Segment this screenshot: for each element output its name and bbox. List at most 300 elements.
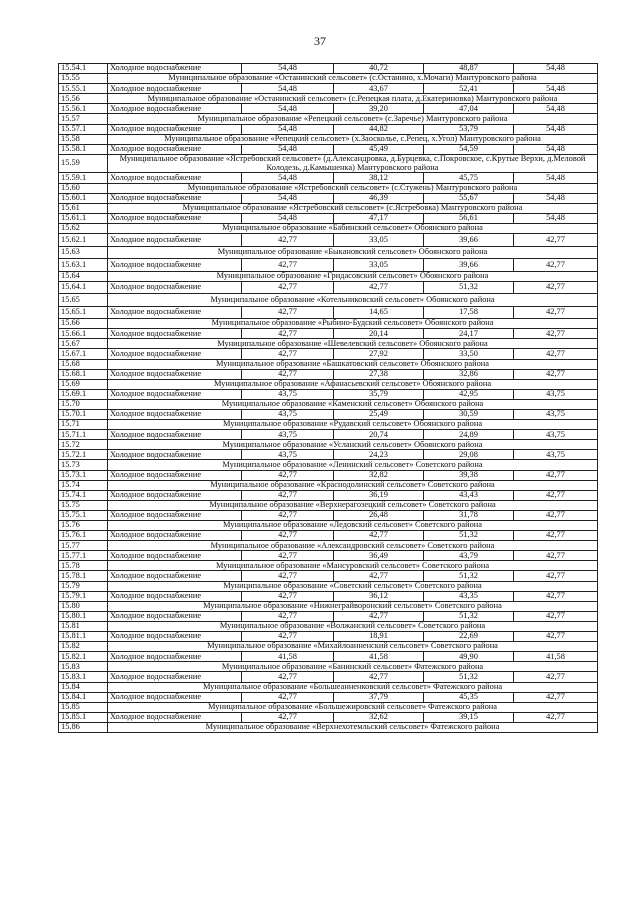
municipality-name: Муниципальное образование «Башкатовский сельсовет» Обоянского района (108, 359, 598, 369)
row-number: 15.68 (59, 359, 108, 369)
tariff-value: 42,77 (334, 611, 424, 621)
service-name: Холодное водоснабжение (108, 213, 242, 223)
tariff-value: 43,35 (424, 591, 514, 601)
tariff-value: 36,12 (334, 591, 424, 601)
tariff-value: 51,32 (424, 531, 514, 541)
tariff-value: 42,77 (514, 632, 598, 642)
tariff-value: 42,77 (514, 591, 598, 601)
tariff-value: 33,05 (334, 259, 424, 272)
tariff-value: 43,79 (424, 551, 514, 561)
tariff-value: 35,79 (334, 389, 424, 399)
service-name: Холодное водоснабжение (108, 571, 242, 581)
row-number: 15.66 (59, 319, 108, 329)
municipality-row (59, 601, 598, 611)
tariff-value: 43,75 (242, 430, 334, 440)
tariff-row (59, 450, 598, 460)
tariff-value: 14,65 (334, 306, 424, 319)
tariff-row (59, 611, 598, 621)
row-number: 15.71.1 (59, 430, 108, 440)
row-number: 15.75 (59, 500, 108, 510)
tariff-value: 54,48 (242, 84, 334, 94)
service-name: Холодное водоснабжение (108, 144, 242, 154)
tariff-value: 17,58 (424, 306, 514, 319)
row-number: 15.55.1 (59, 84, 108, 94)
tariff-value: 27,38 (334, 369, 424, 379)
tariff-value: 42,77 (242, 591, 334, 601)
row-number: 15.77.1 (59, 551, 108, 561)
tariff-row (59, 571, 598, 581)
tariff-value: 45,75 (424, 173, 514, 183)
service-name: Холодное водоснабжение (108, 430, 242, 440)
row-number: 15.70.1 (59, 409, 108, 419)
row-number: 15.84.1 (59, 692, 108, 702)
municipality-name: Муниципальное образование «Ястребовский сельсовет» (д.Александровка, д.Бурцевка, с.Покровское, с.Крутые Верхи, д.Меловой Колодезь, д.Камышенка) Мантуровского района (108, 154, 598, 173)
municipality-name: Муниципальное образование «Михайлоанненский сельсовет» Советского района (108, 642, 598, 652)
tariff-value: 42,77 (242, 672, 334, 682)
municipality-name: Муниципальное образование «Быкановский сельсовет» Обоянского района (108, 246, 598, 259)
tariff-row (59, 281, 598, 294)
tariff-value: 37,79 (334, 692, 424, 702)
municipality-row (59, 682, 598, 692)
tariff-value: 47,17 (334, 213, 424, 223)
tariff-row (59, 692, 598, 702)
tariff-row (59, 531, 598, 541)
tariff-value: 42,77 (242, 369, 334, 379)
municipality-row (59, 480, 598, 490)
tariff-value: 42,77 (514, 712, 598, 722)
tariff-value: 42,77 (514, 470, 598, 480)
row-number: 15.63.1 (59, 259, 108, 272)
tariff-value: 24,17 (424, 329, 514, 339)
municipality-name: Муниципальное образование «Верхнерагозецкий сельсовет» Советского района (108, 500, 598, 510)
municipality-row (59, 114, 598, 124)
row-number: 15.62 (59, 223, 108, 233)
tariff-value: 42,77 (242, 329, 334, 339)
tariff-row (59, 672, 598, 682)
row-number: 15.79 (59, 581, 108, 591)
tariff-row (59, 470, 598, 480)
service-name: Холодное водоснабжение (108, 531, 242, 541)
tariff-value: 43,43 (424, 490, 514, 500)
tariff-value: 39,66 (424, 259, 514, 272)
row-number: 15.69 (59, 379, 108, 389)
tariff-value: 18,91 (334, 632, 424, 642)
tariff-value: 48,87 (424, 64, 514, 74)
municipality-name: Муниципальное образование «Банинский сельсовет» Фатежского района (108, 662, 598, 672)
tariff-row (59, 64, 598, 74)
row-number: 15.83 (59, 662, 108, 672)
service-name: Холодное водоснабжение (108, 712, 242, 722)
row-number: 15.82 (59, 642, 108, 652)
municipality-row (59, 581, 598, 591)
row-number: 15.60.1 (59, 193, 108, 203)
tariff-value: 56,61 (424, 213, 514, 223)
tariff-value: 42,77 (242, 470, 334, 480)
tariff-row (59, 349, 598, 359)
tariff-value: 42,77 (514, 531, 598, 541)
municipality-row (59, 460, 598, 470)
tariff-value: 29,08 (424, 450, 514, 460)
service-name: Холодное водоснабжение (108, 234, 242, 247)
service-name: Холодное водоснабжение (108, 369, 242, 379)
municipality-name: Муниципальное образование «Волжанский сельсовет» Советского района (108, 621, 598, 631)
tariff-value: 42,77 (514, 551, 598, 561)
row-number: 15.63 (59, 246, 108, 259)
tariff-row (59, 84, 598, 94)
tariff-value: 42,77 (242, 510, 334, 520)
row-number: 15.67.1 (59, 349, 108, 359)
municipality-row (59, 662, 598, 672)
tariff-row (59, 591, 598, 601)
municipality-name: Муниципальное образование «Гридасовский сельсовет» Обоянского района (108, 271, 598, 281)
tariff-value: 39,20 (334, 104, 424, 114)
tariff-value: 42,77 (334, 531, 424, 541)
tariff-row (59, 213, 598, 223)
tariff-value: 42,77 (242, 531, 334, 541)
tariff-value: 41,58 (242, 652, 334, 662)
municipality-row (59, 561, 598, 571)
municipality-name: Муниципальное образование «Бабинский сельсовет» Обоянского района (108, 223, 598, 233)
tariff-value: 45,49 (334, 144, 424, 154)
row-number: 15.60 (59, 183, 108, 193)
row-number: 15.85 (59, 702, 108, 712)
tariff-value: 42,77 (514, 510, 598, 520)
tariff-value: 20,74 (334, 430, 424, 440)
row-number: 15.78 (59, 561, 108, 571)
tariff-value: 40,72 (334, 64, 424, 74)
tariff-value: 47,04 (424, 104, 514, 114)
service-name: Холодное водоснабжение (108, 329, 242, 339)
municipality-name: Муниципальное образование «Ленинский сельсовет» Советского района (108, 460, 598, 470)
municipality-row (59, 440, 598, 450)
municipality-name: Муниципальное образование «Верхнехотемльский сельсовет» Фатежского района (108, 722, 598, 732)
tariff-value: 54,48 (514, 193, 598, 203)
row-number: 15.58 (59, 134, 108, 144)
tariff-value: 54,48 (514, 104, 598, 114)
tariff-value: 43,75 (514, 430, 598, 440)
tariff-row (59, 490, 598, 500)
service-name: Холодное водоснабжение (108, 490, 242, 500)
municipality-row (59, 154, 598, 173)
tariff-value: 32,86 (424, 369, 514, 379)
service-name: Холодное водоснабжение (108, 259, 242, 272)
tariff-value: 51,32 (424, 571, 514, 581)
tariff-value: 43,67 (334, 84, 424, 94)
tariff-table-body (59, 64, 598, 733)
row-number: 15.61.1 (59, 213, 108, 223)
tariff-value: 42,77 (242, 306, 334, 319)
service-name: Холодное водоснабжение (108, 450, 242, 460)
tariff-value: 26,48 (334, 510, 424, 520)
service-name: Холодное водоснабжение (108, 349, 242, 359)
tariff-row (59, 632, 598, 642)
municipality-row (59, 223, 598, 233)
tariff-value: 54,48 (242, 193, 334, 203)
tariff-value: 55,67 (424, 193, 514, 203)
service-name: Холодное водоснабжение (108, 193, 242, 203)
service-name: Холодное водоснабжение (108, 389, 242, 399)
tariff-value: 51,32 (424, 281, 514, 294)
service-name: Холодное водоснабжение (108, 692, 242, 702)
service-name: Холодное водоснабжение (108, 124, 242, 134)
tariff-value: 42,77 (242, 712, 334, 722)
service-name: Холодное водоснабжение (108, 632, 242, 642)
tariff-value: 30,59 (424, 409, 514, 419)
municipality-row (59, 420, 598, 430)
tariff-row (59, 259, 598, 272)
tariff-value: 44,82 (334, 124, 424, 134)
tariff-value: 42,77 (334, 672, 424, 682)
tariff-row (59, 409, 598, 419)
tariff-value: 54,48 (242, 104, 334, 114)
tariff-row (59, 551, 598, 561)
tariff-value: 43,75 (242, 450, 334, 460)
row-number: 15.72.1 (59, 450, 108, 460)
service-name: Холодное водоснабжение (108, 611, 242, 621)
municipality-row (59, 203, 598, 213)
municipality-row (59, 379, 598, 389)
row-number: 15.69.1 (59, 389, 108, 399)
municipality-name: Муниципальное образование «Рудавский сельсовет» Обоянского района (108, 420, 598, 430)
municipality-name: Муниципальное образование «Мансуровский сельсовет» Советского района (108, 561, 598, 571)
tariff-row (59, 104, 598, 114)
municipality-row (59, 271, 598, 281)
row-number: 15.55 (59, 74, 108, 84)
service-name: Холодное водоснабжение (108, 64, 242, 74)
page-number: 37 (314, 34, 326, 48)
row-number: 15.57 (59, 114, 108, 124)
tariff-value: 43,75 (514, 450, 598, 460)
tariff-value: 42,77 (334, 571, 424, 581)
row-number: 15.71 (59, 420, 108, 430)
municipality-row (59, 319, 598, 329)
tariff-value: 54,48 (514, 124, 598, 134)
tariff-value: 24,23 (334, 450, 424, 460)
municipality-name: Муниципальное образование «Усланский сельсовет» Обоянского района (108, 440, 598, 450)
tariff-value: 54,48 (242, 124, 334, 134)
tariff-value: 42,77 (242, 551, 334, 561)
row-number: 15.79.1 (59, 591, 108, 601)
tariff-value: 42,77 (242, 490, 334, 500)
tariff-value: 42,77 (242, 281, 334, 294)
tariff-value: 32,62 (334, 712, 424, 722)
tariff-value: 53,79 (424, 124, 514, 134)
tariff-value: 54,48 (514, 64, 598, 74)
row-number: 15.58.1 (59, 144, 108, 154)
tariff-table (58, 63, 598, 733)
tariff-row (59, 124, 598, 134)
row-number: 15.72 (59, 440, 108, 450)
tariff-row (59, 430, 598, 440)
tariff-value: 46,39 (334, 193, 424, 203)
service-name: Холодное водоснабжение (108, 84, 242, 94)
row-number: 15.56.1 (59, 104, 108, 114)
service-name: Холодное водоснабжение (108, 652, 242, 662)
row-number: 15.73.1 (59, 470, 108, 480)
tariff-value: 41,58 (514, 652, 598, 662)
service-name: Холодное водоснабжение (108, 470, 242, 480)
municipality-row (59, 246, 598, 259)
row-number: 15.61 (59, 203, 108, 213)
tariff-value: 36,19 (334, 490, 424, 500)
tariff-value: 42,77 (514, 234, 598, 247)
row-number: 15.54.1 (59, 64, 108, 74)
tariff-value: 42,77 (242, 611, 334, 621)
tariff-row (59, 193, 598, 203)
row-number: 15.62.1 (59, 234, 108, 247)
tariff-value: 42,77 (514, 571, 598, 581)
tariff-value: 42,95 (424, 389, 514, 399)
tariff-value: 42,77 (242, 632, 334, 642)
service-name: Холодное водоснабжение (108, 510, 242, 520)
municipality-name: Муниципальное образование «Каменский сельсовет» Обоянского района (108, 399, 598, 409)
tariff-value: 20,14 (334, 329, 424, 339)
tariff-value: 42,77 (242, 692, 334, 702)
row-number: 15.68.1 (59, 369, 108, 379)
tariff-value: 54,48 (514, 173, 598, 183)
tariff-value: 39,15 (424, 712, 514, 722)
municipality-row (59, 521, 598, 531)
row-number: 15.56 (59, 94, 108, 104)
tariff-value: 54,48 (514, 213, 598, 223)
municipality-name: Муниципальное образование «Ястребовский сельсовет» (с.Ястребовка) Мантуровского района (108, 203, 598, 213)
municipality-name: Муниципальное образование «Советский сельсовет» Советского района (108, 581, 598, 591)
row-number: 15.66.1 (59, 329, 108, 339)
municipality-name: Муниципальное образование «Александровский сельсовет» Советского района (108, 541, 598, 551)
tariff-value: 42,77 (514, 329, 598, 339)
tariff-value: 42,77 (514, 306, 598, 319)
service-name: Холодное водоснабжение (108, 591, 242, 601)
tariff-value: 54,48 (514, 84, 598, 94)
tariff-value: 43,75 (514, 409, 598, 419)
municipality-name: Муниципальное образование «Шевелевский сельсовет» Обоянского района (108, 339, 598, 349)
tariff-row (59, 369, 598, 379)
tariff-value: 42,77 (514, 490, 598, 500)
tariff-value: 33,50 (424, 349, 514, 359)
tariff-value: 42,77 (242, 259, 334, 272)
tariff-row (59, 389, 598, 399)
service-name: Холодное водоснабжение (108, 281, 242, 294)
municipality-name: Муниципальное образование «Большеанненковский сельсовет» Фатежского района (108, 682, 598, 692)
tariff-row (59, 712, 598, 722)
row-number: 15.77 (59, 541, 108, 551)
tariff-value: 36,49 (334, 551, 424, 561)
municipality-name: Муниципальное образование «Нижнеграйворонский сельсовет» Советского района (108, 601, 598, 611)
tariff-value: 54,48 (242, 144, 334, 154)
row-number: 15.83.1 (59, 672, 108, 682)
tariff-row (59, 510, 598, 520)
municipality-row (59, 702, 598, 712)
row-number: 15.73 (59, 460, 108, 470)
row-number: 15.78.1 (59, 571, 108, 581)
tariff-value: 42,77 (514, 259, 598, 272)
tariff-value: 54,48 (242, 64, 334, 74)
tariff-value: 52,41 (424, 84, 514, 94)
row-number: 15.59 (59, 154, 108, 173)
row-number: 15.74 (59, 480, 108, 490)
row-number: 15.85.1 (59, 712, 108, 722)
service-name: Холодное водоснабжение (108, 306, 242, 319)
tariff-value: 25,49 (334, 409, 424, 419)
municipality-name: Муниципальное образование «Репецкий сельсовет» (с.Заречье) Мантуровского района (108, 114, 598, 124)
municipality-name: Муниципальное образование «Репецкий сельсовет» (х.Заосколье, с.Репец, х.Угол) Мантуровского района (108, 134, 598, 144)
row-number: 15.74.1 (59, 490, 108, 500)
row-number: 15.81 (59, 621, 108, 631)
tariff-value: 42,77 (514, 281, 598, 294)
row-number: 15.76.1 (59, 531, 108, 541)
row-number: 15.59.1 (59, 173, 108, 183)
row-number: 15.82.1 (59, 652, 108, 662)
row-number: 15.86 (59, 722, 108, 732)
municipality-name: Муниципальное образование «Котельниковский сельсовет» Обоянского района (108, 294, 598, 307)
tariff-value: 54,48 (242, 213, 334, 223)
row-number: 15.84 (59, 682, 108, 692)
tariff-value: 22,69 (424, 632, 514, 642)
municipality-name: Муниципальное образование «Большежировский сельсовет» Фатежского района (108, 702, 598, 712)
tariff-value: 42,77 (242, 349, 334, 359)
municipality-row (59, 294, 598, 307)
municipality-name: Муниципальное образование «Афанасьевский сельсовет» Обоянского района (108, 379, 598, 389)
tariff-value: 38,12 (334, 173, 424, 183)
row-number: 15.67 (59, 339, 108, 349)
tariff-value: 45,35 (424, 692, 514, 702)
municipality-row (59, 500, 598, 510)
municipality-row (59, 621, 598, 631)
service-name: Холодное водоснабжение (108, 409, 242, 419)
municipality-row (59, 74, 598, 84)
tariff-row (59, 329, 598, 339)
tariff-value: 51,32 (424, 672, 514, 682)
tariff-value: 42,77 (242, 571, 334, 581)
municipality-name: Муниципальное образование «Ястребовский сельсовет» (с.Стужень) Мантуровского района (108, 183, 598, 193)
row-number: 15.64 (59, 271, 108, 281)
row-number: 15.76 (59, 521, 108, 531)
tariff-value: 54,48 (242, 173, 334, 183)
row-number: 15.80.1 (59, 611, 108, 621)
municipality-name: Муниципальное образование «Останинский сельсовет» (с.Репецкая плата, д.Екатериновка) Мантуровского района (108, 94, 598, 104)
row-number: 15.65 (59, 294, 108, 307)
row-number: 15.80 (59, 601, 108, 611)
tariff-value: 31,78 (424, 510, 514, 520)
municipality-name: Муниципальное образование «Краснодолинский сельсовет» Советского района (108, 480, 598, 490)
service-name: Холодное водоснабжение (108, 672, 242, 682)
tariff-value: 42,77 (514, 611, 598, 621)
tariff-value: 42,77 (514, 369, 598, 379)
tariff-value: 42,77 (514, 672, 598, 682)
tariff-value: 54,48 (514, 144, 598, 154)
tariff-value: 39,66 (424, 234, 514, 247)
municipality-row (59, 399, 598, 409)
tariff-value: 42,77 (334, 281, 424, 294)
municipality-name: Муниципальное образование «Останинский сельсовет» (с.Останино, х.Мочаги) Мантуровского района (108, 74, 598, 84)
row-number: 15.70 (59, 399, 108, 409)
tariff-value: 33,05 (334, 234, 424, 247)
municipality-row (59, 183, 598, 193)
tariff-value: 39,38 (424, 470, 514, 480)
municipality-name: Муниципальное образование «Ледовский сельсовет» Советского района (108, 521, 598, 531)
tariff-row (59, 173, 598, 183)
row-number: 15.65.1 (59, 306, 108, 319)
tariff-value: 43,75 (242, 389, 334, 399)
tariff-value: 42,77 (514, 692, 598, 702)
tariff-value: 51,32 (424, 611, 514, 621)
tariff-value: 27,92 (334, 349, 424, 359)
tariff-value: 24,89 (424, 430, 514, 440)
municipality-row (59, 134, 598, 144)
row-number: 15.57.1 (59, 124, 108, 134)
tariff-row (59, 234, 598, 247)
tariff-value: 43,75 (514, 389, 598, 399)
